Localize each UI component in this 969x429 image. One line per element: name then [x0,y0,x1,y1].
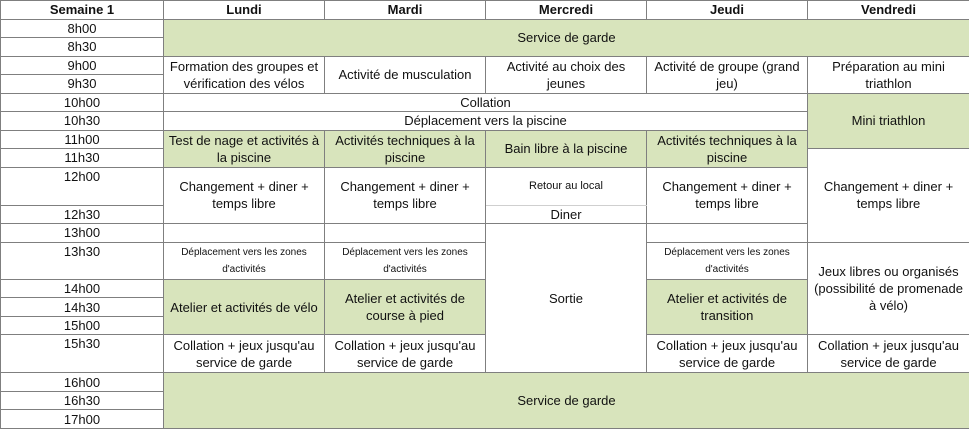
time-label: 10h00 [1,93,164,112]
time-row [1,19,969,38]
time-row [1,56,969,75]
time-label: 13h30 [1,242,164,279]
activity-mardi-9h: Activité de musculation [325,56,486,93]
collation-jeux-jeudi: Collation + jeux jusqu'au service de garde [647,335,808,373]
time-label: 12h30 [1,205,164,224]
time-label: 13h00 [1,224,164,243]
collation-jeux-vendredi: Collation + jeux jusqu'au service de garde [808,335,969,373]
sortie-cell: Sortie [486,224,647,373]
jeux-libres-cell: Jeux libres ou organisés (possibilité de promenade à vélo) [808,242,969,335]
time-row [1,373,969,392]
activity-mercredi-9h: Activité au choix des jeunes [486,56,647,93]
time-label: 9h30 [1,75,164,94]
mini-triathlon-cell: Mini triathlon [808,93,969,149]
collation-jeux-lundi: Collation + jeux jusqu'au service de garde [164,335,325,373]
time-label: 16h00 [1,373,164,392]
empty-cell [325,224,486,243]
activity-mercredi-11h: Bain libre à la piscine [486,130,647,167]
empty-cell [164,224,325,243]
atelier-velo-cell: Atelier et activités de vélo [164,279,325,335]
week-label: Semaine 1 [1,1,164,20]
activity-vendredi-12h: Changement + diner + temps libre [808,149,969,243]
diner-cell: Diner [486,205,647,224]
activity-vendredi-9h: Préparation au mini triathlon [808,56,969,93]
retour-local-cell: Retour au local [486,167,647,205]
deplacement-zones-jeudi: Déplacement vers les zones d'activités [647,242,808,279]
deplacement-piscine-cell: Déplacement vers la piscine [164,112,808,131]
deplacement-zones-mardi: Déplacement vers les zones d'activités [325,242,486,279]
time-label: 11h00 [1,130,164,149]
service-garde-morning: Service de garde [164,19,969,56]
time-row [1,93,969,112]
time-label: 8h30 [1,38,164,57]
day-header-jeudi: Jeudi [647,1,808,20]
activity-mardi-11h: Activités techniques à la piscine [325,130,486,167]
atelier-course-cell: Atelier et activités de course à pied [325,279,486,335]
collation-jeux-mardi: Collation + jeux jusqu'au service de garde [325,335,486,373]
time-label: 14h30 [1,298,164,317]
activity-jeudi-11h: Activités techniques à la piscine [647,130,808,167]
time-label: 11h30 [1,149,164,168]
activity-mardi-12h: Changement + diner + temps libre [325,167,486,224]
time-label: 16h30 [1,391,164,410]
day-header-lundi: Lundi [164,1,325,20]
empty-cell [647,224,808,243]
service-garde-evening: Service de garde [164,373,969,429]
time-label: 12h00 [1,167,164,205]
activity-lundi-12h: Changement + diner + temps libre [164,167,325,224]
time-label: 15h00 [1,316,164,335]
activity-lundi-11h: Test de nage et activités à la piscine [164,130,325,167]
day-header-mardi: Mardi [325,1,486,20]
time-label: 8h00 [1,19,164,38]
activity-lundi-9h: Formation des groupes et vérification des vélos [164,56,325,93]
deplacement-zones-lundi: Déplacement vers les zones d'activités [164,242,325,279]
time-label: 10h30 [1,112,164,131]
day-header-mercredi: Mercredi [486,1,647,20]
day-header-vendredi: Vendredi [808,1,969,20]
time-label: 14h00 [1,279,164,298]
time-label: 9h00 [1,56,164,75]
time-row [1,242,969,279]
atelier-transition-cell: Atelier et activités de transition [647,279,808,335]
header-row [1,1,969,20]
time-label: 17h00 [1,410,164,429]
collation-cell: Collation [164,93,808,112]
time-row [1,335,969,373]
time-label: 15h30 [1,335,164,373]
activity-jeudi-9h: Activité de groupe (grand jeu) [647,56,808,93]
activity-jeudi-12h: Changement + diner + temps libre [647,167,808,224]
